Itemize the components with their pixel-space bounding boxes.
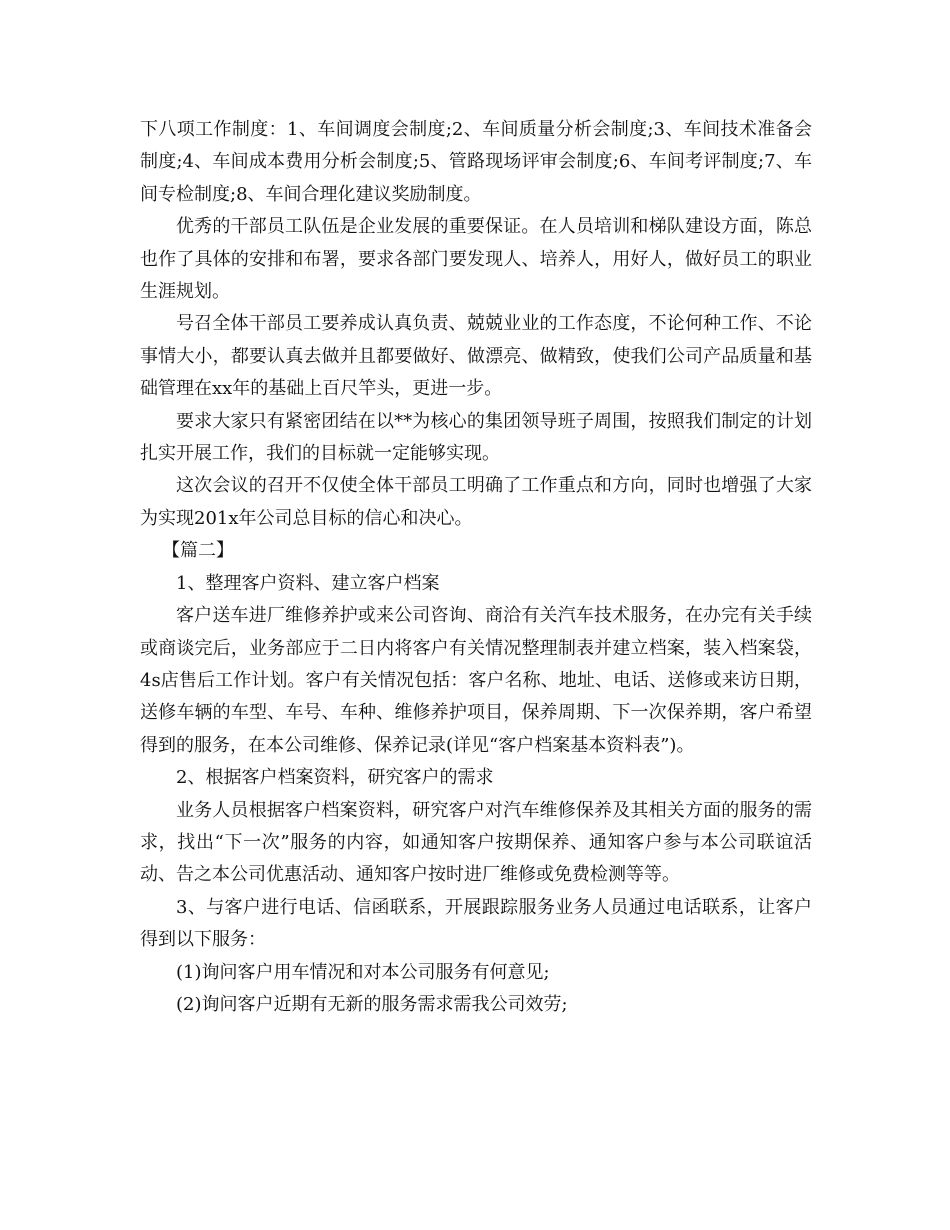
- paragraph-customer-needs: 业务人员根据客户档案资料，研究客户对汽车维修保养及其相关方面的服务的需求，找出“下一次”服务的内容，如通知客户按期保养、通知客户参与本公司联谊活动、告之本公司优惠活动、通知客户按时进厂维修或免费检测等等。: [140, 799, 812, 886]
- sub-item-1: (1)询问客户用车情况和对本公司服务有何意见;: [176, 961, 550, 983]
- document-body: [140, 114, 812, 1021]
- item-heading-2: 2、根据客户档案资料，研究客户的需求: [176, 767, 494, 789]
- paragraph-staff-team: 优秀的干部员工队伍是企业发展的重要保证。在人员培训和梯队建设方面，陈总也作了具体的安排和布署，要求各部门要发现人、培养人，用好人，做好员工的职业生涯规划。: [140, 216, 812, 303]
- item-heading-1: 1、整理客户资料、建立客户档案: [176, 572, 440, 594]
- paragraph-work-attitude: 号召全体干部员工要养成认真负责、兢兢业业的工作态度，不论何种工作、不论事情大小，都要认真去做并且都要做好、做漂亮、做精致，使我们公司产品质量和基础管理在xx年的基础上百尺竿头，更进一步。: [140, 313, 812, 400]
- paragraph-meeting-summary: 这次会议的召开不仅使全体干部员工明确了工作重点和方向，同时也增强了大家为实现201x年公司总目标的信心和决心。: [140, 475, 812, 529]
- paragraph-unity: 要求大家只有紧密团结在以**为核心的集团领导班子周围，按照我们制定的计划扎实开展工作，我们的目标就一定能够实现。: [140, 410, 812, 465]
- section-heading-part-two: 【篇二】: [162, 540, 234, 562]
- paragraph-customer-files: 客户送车进厂维修养护或来公司咨询、商洽有关汽车技术服务，在办完有关手续或商谈完后，业务部应于二日内将客户有关情况整理制表并建立档案，装入档案袋，4s店售后工作计划。客户有关情况包括：客户名称、地址、电话、送修或来访日期，送修车辆的车型、车号、车种、维修养护项目，保养周期、下一次保养期，客户希望得到的服务，在本公司维修、保养记录(详见“客户档案基本资料表”)。: [140, 605, 812, 756]
- item-heading-3: 3、与客户进行电话、信函联系，开展跟踪服务业务人员通过电话联系，让客户得到以下服务：: [140, 896, 812, 951]
- sub-item-2: (2)询问客户近期有无新的服务需求需我公司效劳;: [176, 993, 568, 1015]
- paragraph-work-rules: 下八项工作制度：1、车间调度会制度;2、车间质量分析会制度;3、车间技术准备会制度;4、车间成本费用分析会制度;5、管路现场评审会制度;6、车间考评制度;7、车间专检制度;8、车间合理化建议奖励制度。: [140, 119, 812, 205]
